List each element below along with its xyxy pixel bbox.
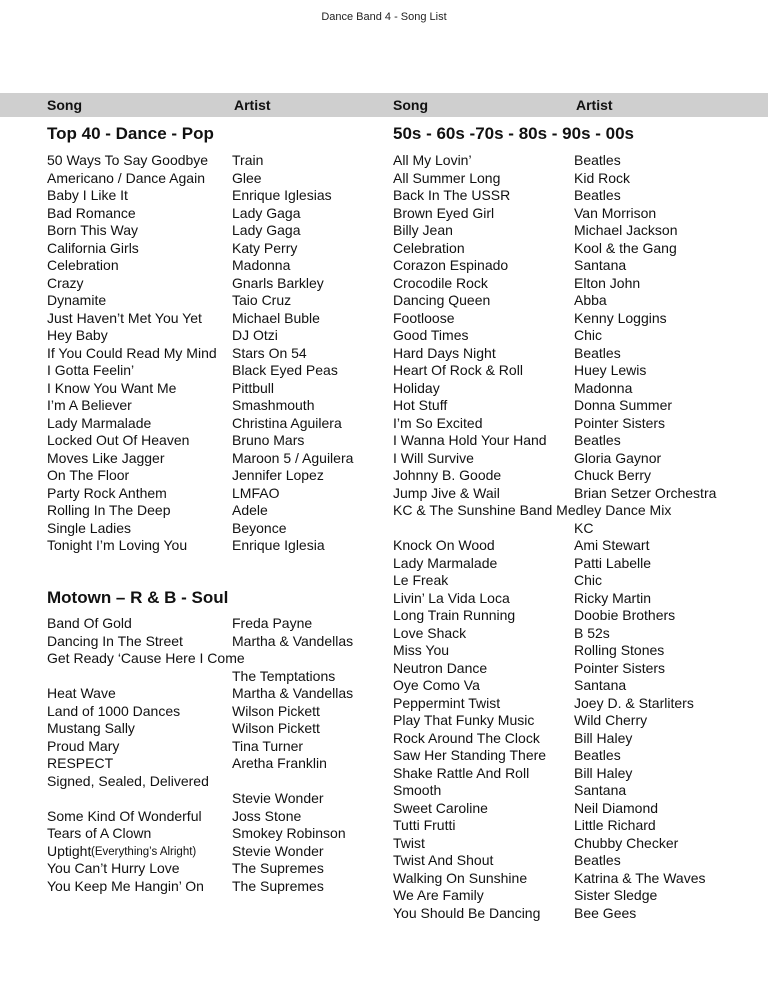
list-item [47,257,377,275]
list-item [393,222,753,240]
list-item [47,450,377,468]
song-title: I’m So Excited [393,414,483,431]
list-item [393,905,753,923]
artist-name: Ami Stewart [574,537,650,553]
list-item [47,222,377,240]
song-title: Walking On Sunshine [393,869,528,886]
list-item [47,808,377,826]
list-item [47,415,377,433]
list-item [393,817,753,835]
list-item [393,380,753,398]
song-title: Good Times [393,327,469,343]
list-item [393,205,753,223]
song-title: Dancing In The Street [47,632,183,649]
artist-name: Michael Jackson [574,222,678,238]
song-title: Long Train Running [393,607,516,623]
artist-name: Kenny Loggins [574,309,667,326]
artist-name: Beyonce [232,519,287,536]
artist-name: Adele [232,502,268,518]
song-title: Crazy [47,274,84,291]
artist-name: KC [574,519,594,536]
list-item [47,650,377,668]
artist-name: Madonna [232,257,291,273]
list-item [393,870,753,888]
header-artist-right: Artist [576,97,613,113]
list-item [47,668,377,686]
artist-name: Chic [574,572,603,588]
song-title: Bad Romance [47,204,136,221]
list-item [393,187,753,205]
artist-name: Little Richard [574,817,656,833]
artist-name: Rolling Stones [574,642,665,658]
list-item [393,572,753,590]
list-item [393,625,753,643]
section-title-decades: 50s - 60s -70s - 80s - 90s - 00s [393,124,634,143]
list-item [47,240,377,258]
list-item [47,738,377,756]
song-title: You Should Be Dancing [393,904,541,921]
artist-name: DJ Otzi [232,327,278,343]
list-item [393,537,753,555]
song-title: Rolling In The Deep [47,502,171,518]
song-title: Single Ladies [47,519,132,536]
song-title: All Summer Long [393,169,501,186]
artist-name: Beatles [574,344,621,361]
list-item [393,257,753,275]
header-artist-left: Artist [234,97,271,113]
artist-name: Enrique Iglesias [232,187,332,203]
list-item [47,537,377,555]
list-item [393,887,753,905]
artist-name: Bruno Mars [232,432,305,448]
artist-name: Beatles [574,852,621,868]
song-title: Back In The USSR [393,187,511,203]
list-item [393,590,753,608]
artist-name: Donna Summer [574,397,673,413]
artist-name: B 52s [574,624,610,641]
artist-name: Doobie Brothers [574,607,676,623]
list-item [393,240,753,258]
song-title: Sweet Caroline [393,799,488,816]
song-title: Corazon Espinado [393,257,509,273]
list-item [393,765,753,783]
artist-name: Train [232,152,264,168]
artist-name: Bill Haley [574,729,633,746]
song-title: Moves Like Jagger [47,449,165,466]
artist-name: Van Morrison [574,204,657,221]
artist-name: Smashmouth [232,397,315,413]
list-item [393,852,753,870]
list-item [47,685,377,703]
list-item [393,712,753,730]
artist-name: Martha & Vandellas [232,632,354,649]
list-item [47,790,377,808]
song-title: Rock Around The Clock [393,729,540,746]
song-title: Band Of Gold [47,615,132,631]
song-title-extra: (Everything’s Alright) [91,845,197,858]
list-item [393,292,753,310]
list-item [47,292,377,310]
artist-name: Santana [574,782,627,798]
artist-name: Pittbull [232,379,275,396]
artist-name: Martha & Vandellas [232,685,354,701]
artist-name: Madonna [574,379,633,396]
artist-name: Wild Cherry [574,712,648,728]
song-title: Land of 1000 Dances [47,702,181,719]
artist-name: Stevie Wonder [232,790,324,806]
list-item [47,152,377,170]
song-title: Twist And Shout [393,852,494,868]
song-title: I Will Survive [393,449,474,466]
song-title: You Can’t Hurry Love [47,860,180,876]
list-item [47,310,377,328]
song-title: Get Ready ‘Cause Here I Come [47,650,245,666]
song-title: Locked Out Of Heaven [47,432,190,448]
artist-name: Smokey Robinson [232,825,346,841]
song-list-motown [47,615,377,895]
list-item [393,432,753,450]
artist-name: Santana [574,677,627,693]
song-title: Mustang Sally [47,720,135,736]
song-title: Crocodile Rock [393,274,488,291]
list-item [393,607,753,625]
artist-name: Brian Setzer Orchestra [574,484,717,501]
song-title: Livin’ La Vida Loca [393,589,510,606]
artist-name: Kool & the Gang [574,239,677,256]
document-title: Dance Band 4 - Song List [321,11,447,23]
list-item [47,520,377,538]
song-title: Miss You [393,642,450,658]
song-title: Saw Her Standing There [393,747,547,763]
song-title: Heat Wave [47,685,116,701]
song-title: Party Rock Anthem [47,484,167,501]
artist-name: The Temptations [232,667,336,684]
song-title: Lady Marmalade [393,554,498,571]
artist-name: Michael Buble [232,309,320,326]
list-item [47,327,377,345]
song-title: On The Floor [47,467,130,483]
song-title: I’m A Believer [47,397,132,413]
song-title: Hot Stuff [393,397,448,413]
list-item [47,187,377,205]
artist-name: The Supremes [232,877,324,894]
artist-name: Freda Payne [232,615,313,631]
artist-name: Taio Cruz [232,292,292,308]
song-title: 50 Ways To Say Goodbye [47,152,209,168]
column-header-bar [0,93,768,117]
list-item [393,747,753,765]
artist-name: Bill Haley [574,764,633,781]
list-item [393,310,753,328]
list-item [393,397,753,415]
list-item [47,755,377,773]
list-item [393,415,753,433]
song-title: Celebration [47,257,119,273]
artist-name: Abba [574,292,607,308]
song-title: KC & The Sunshine Band Medley Dance Mix [393,502,672,518]
list-item [393,467,753,485]
artist-name: Joss Stone [232,807,302,824]
song-title: Lady Marmalade [47,414,152,431]
artist-name: Katy Perry [232,239,298,256]
artist-name: Santana [574,257,627,273]
list-item [393,555,753,573]
list-item [47,773,377,791]
artist-name: Gnarls Barkley [232,274,324,291]
artist-name: Elton John [574,274,641,291]
song-title: Smooth [393,782,442,798]
song-title: Tutti Frutti [393,817,456,833]
artist-name: Joey D. & Starliters [574,694,694,711]
header-song-right: Song [393,97,428,113]
song-title: You Keep Me Hangin’ On [47,877,204,894]
section-title-motown: Motown – R & B - Soul [47,588,229,607]
artist-name: Bee Gees [574,904,637,921]
artist-name: Kid Rock [574,169,631,186]
song-title: Just Haven’t Met You Yet [47,309,202,326]
artist-name: Chubby Checker [574,834,679,851]
list-item [47,397,377,415]
song-title: Some Kind Of Wonderful [47,807,202,824]
artist-name: Huey Lewis [574,362,647,378]
artist-name: Wilson Pickett [232,720,320,736]
list-item [393,502,753,520]
list-item [393,677,753,695]
song-title: Johnny B. Goode [393,467,502,483]
list-item [393,730,753,748]
song-title: Peppermint Twist [393,694,501,711]
song-title: Hey Baby [47,327,108,343]
list-item [393,835,753,853]
list-item [393,275,753,293]
artist-name: Aretha Franklin [232,755,327,771]
artist-name: LMFAO [232,484,280,501]
list-item [393,450,753,468]
song-title: Dancing Queen [393,292,491,308]
list-item [47,878,377,896]
list-item [47,633,377,651]
list-item [393,660,753,678]
artist-name: Neil Diamond [574,799,659,816]
list-item [47,275,377,293]
song-title: I Know You Want Me [47,379,177,396]
artist-name: Glee [232,169,262,186]
artist-name: Black Eyed Peas [232,362,338,378]
list-item [393,642,753,660]
song-title: Dynamite [47,292,107,308]
song-title: Uptight [47,842,92,859]
list-item [393,345,753,363]
list-item [393,782,753,800]
list-item [393,695,753,713]
song-title: Brown Eyed Girl [393,204,495,221]
artist-name: Chuck Berry [574,467,652,483]
artist-name: Lady Gaga [232,204,301,221]
list-item [47,502,377,520]
artist-name: Katrina & The Waves [574,869,706,886]
artist-name: Chic [574,327,603,343]
list-item [393,170,753,188]
song-title: Heart Of Rock & Roll [393,362,523,378]
list-item [47,485,377,503]
list-item [47,380,377,398]
song-title: Le Freak [393,572,449,588]
artist-name: Enrique Iglesia [232,537,325,553]
artist-name: Beatles [574,187,621,203]
artist-name: Gloria Gaynor [574,449,662,466]
list-item [393,152,753,170]
song-title: Oye Como Va [393,677,480,693]
song-list-top40 [47,152,377,555]
song-title: Knock On Wood [393,537,495,553]
song-title: Holiday [393,379,440,396]
artist-name: Wilson Pickett [232,702,320,719]
artist-name: Pointer Sisters [574,659,666,676]
list-item [47,170,377,188]
song-title: Billy Jean [393,222,453,238]
list-item [47,205,377,223]
list-item [47,825,377,843]
song-title: Signed, Sealed, Delivered [47,772,209,789]
list-item [393,327,753,345]
artist-name: Beatles [574,747,621,763]
list-item [47,615,377,633]
list-item [47,345,377,363]
song-title: Twist [393,834,425,851]
list-item [47,467,377,485]
artist-name: Patti Labelle [574,554,652,571]
song-title: Born This Way [47,222,139,238]
artist-name: Maroon 5 / Aguilera [232,449,354,466]
artist-name: Ricky Martin [574,589,652,606]
artist-name: Stevie Wonder [232,842,324,859]
artist-name: Christina Aguilera [232,414,342,431]
song-title: I Wanna Hold Your Hand [393,432,547,448]
song-title: Play That Funky Music [393,712,535,728]
song-title: RESPECT [47,755,114,771]
artist-name: Tina Turner [232,737,304,754]
song-title: Footloose [393,309,455,326]
artist-name: Beatles [574,152,621,168]
list-item [47,720,377,738]
header-song-left: Song [47,97,82,113]
artist-name: Lady Gaga [232,222,301,238]
song-title: Tears of A Clown [47,825,152,841]
list-item [393,362,753,380]
list-item [47,860,377,878]
song-title: Neutron Dance [393,659,488,676]
artist-name: Sister Sledge [574,887,658,903]
list-item [393,520,753,538]
artist-name: The Supremes [232,860,324,876]
list-item [393,485,753,503]
list-item [47,703,377,721]
song-title: We Are Family [393,887,484,903]
song-title: I Gotta Feelin’ [47,362,135,378]
song-title: Love Shack [393,624,467,641]
artist-name: Stars On 54 [232,344,307,361]
song-title: Americano / Dance Again [47,169,205,186]
list-item [47,843,377,861]
list-item [47,432,377,450]
list-item [393,800,753,818]
section-title-top40: Top 40 - Dance - Pop [47,124,214,143]
artist-name: Jennifer Lopez [232,467,324,483]
song-title: Jump Jive & Wail [393,484,500,501]
song-title: All My Lovin’ [393,152,472,168]
artist-name: Beatles [574,432,621,448]
song-title: Baby I Like It [47,187,128,203]
list-item [47,362,377,380]
song-title: Hard Days Night [393,344,496,361]
song-title: Shake Rattle And Roll [393,764,530,781]
artist-name: Pointer Sisters [574,414,666,431]
song-list-decades [393,152,753,922]
song-title: Tonight I’m Loving You [47,537,188,553]
song-title: California Girls [47,239,139,256]
song-title: Proud Mary [47,737,120,754]
song-title: If You Could Read My Mind [47,344,217,361]
song-title: Celebration [393,239,465,256]
